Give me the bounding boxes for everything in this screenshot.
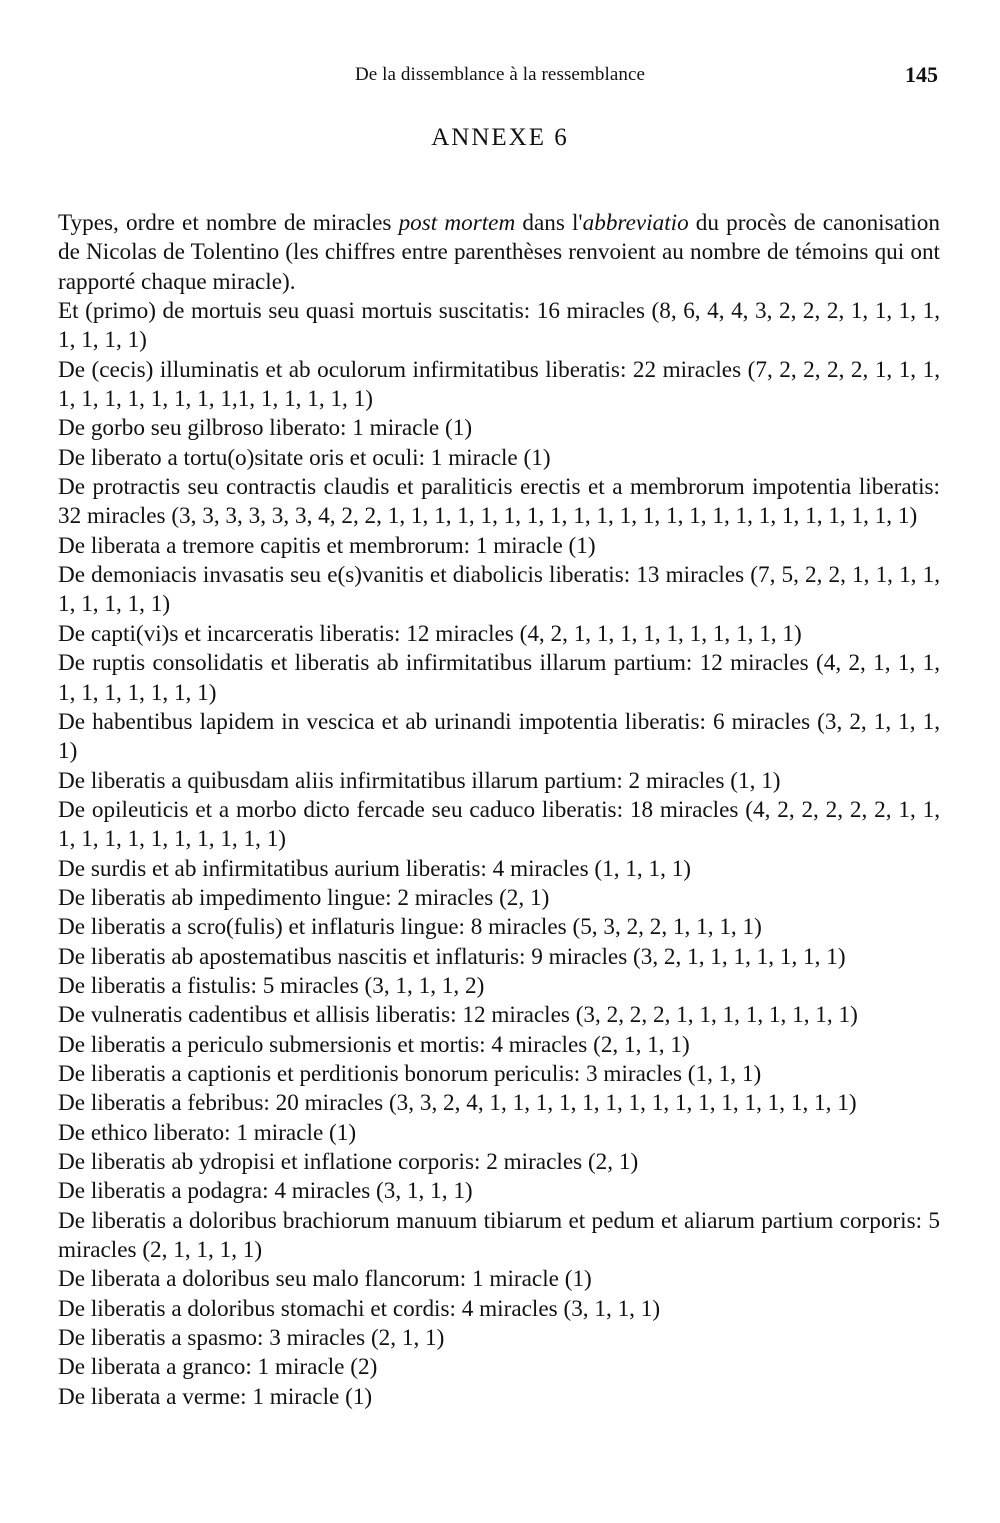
page-number: 145: [905, 62, 938, 87]
miracle-entry: De surdis et ab infirmitatibus aurium liberatis: 4 miracles (1, 1, 1, 1): [58, 855, 692, 882]
miracle-entry: De ruptis consolidatis et liberatis ab infirmitatibus illarum partium: 12 miracles (4, 2, 1, 1, 1, 1, 1, 1, 1, 1, 1, 1): [58, 650, 940, 706]
intro-text-1: Types, ordre et nombre de miracles: [58, 210, 399, 236]
miracle-entry: De ethico liberato: 1 miracle (1): [58, 1119, 357, 1146]
miracle-entry: De liberata a doloribus seu malo flancorum: 1 miracle (1): [58, 1266, 592, 1293]
miracle-entry: De opileuticis et a morbo dicto fercade seu caduco liberatis: 18 miracles (4, 2, 2, 2, 2, 2, 1, 1, 1, 1, 1, 1, 1, 1, 1, 1, 1, 1): [58, 796, 940, 853]
miracle-entry: De liberatis a podagra: 4 miracles (3, 1, 1, 1): [58, 1178, 473, 1205]
miracle-entry: De capti(vi)s et incarceratis liberatis: 12 miracles (4, 2, 1, 1, 1, 1, 1, 1, 1, 1, 1, 1): [58, 620, 802, 647]
intro-italic-post-mortem: post mortem: [398, 210, 516, 236]
miracle-entry: De liberatis ab apostematibus nascitis et inflaturis: 9 miracles (3, 2, 1, 1, 1, 1, 1, 1, 1): [58, 943, 846, 970]
miracle-entry: De liberatis ab impedimento lingue: 2 miracles (2, 1): [58, 884, 550, 911]
miracle-entry: Et (primo) de mortuis seu quasi mortuis suscitatis: 16 miracles (8, 6, 4, 4, 3, 2, 2, 2, 1, 1, 1, 1, 1, 1, 1, 1): [58, 298, 940, 354]
miracle-entry: De protractis seu contractis claudis et paraliticis erectis et a membrorum impotentia liberatis: 32 miracles (3, 3, 3, 3, 3, 3, 4, 2, 2, 1, 1, 1, 1, 1, 1, 1, 1, 1, 1, 1, 1, 1, 1, 1, 1, 1, 1, 1, 1, 1, 1, 1): [58, 474, 940, 530]
miracle-entry: De liberatis a febribus: 20 miracles (3, 3, 2, 4, 1, 1, 1, 1, 1, 1, 1, 1, 1, 1, 1, 1, 1, 1, 1, 1): [58, 1090, 857, 1117]
running-head: [0, 62, 1000, 92]
miracle-entry: De vulneratis cadentibus et allisis liberatis: 12 miracles (3, 2, 2, 2, 1, 1, 1, 1, 1, 1, 1, 1): [58, 1002, 858, 1029]
annexe-title: ANNEXE 6: [431, 124, 569, 151]
miracle-entry: De habentibus lapidem in vescica et ab urinandi impotentia liberatis: 6 miracles (3, 2, 1, 1, 1, 1): [58, 708, 940, 765]
running-title: De la dissemblance à la ressemblance: [354, 64, 646, 85]
miracle-entry: De liberatis a periculo submersionis et mortis: 4 miracles (2, 1, 1, 1): [58, 1031, 690, 1058]
miracle-entry: De liberatis a spasmo: 3 miracles (2, 1, 1): [58, 1325, 445, 1352]
intro-text-2: dans l': [515, 210, 583, 236]
miracle-entry: De gorbo seu gilbroso liberato: 1 miracle (1): [58, 415, 473, 442]
miracle-entry: De liberatis a fistulis: 5 miracles (3, 1, 1, 1, 2): [58, 972, 485, 999]
miracle-entry: De liberatis a doloribus stomachi et cordis: 4 miracles (3, 1, 1, 1): [58, 1295, 661, 1322]
miracle-entry: De liberata a granco: 1 miracle (2): [58, 1354, 378, 1381]
miracle-entry: De liberato a tortu(o)sitate oris et oculi: 1 miracle (1): [58, 444, 551, 471]
miracle-entry: De liberatis a captionis et perditionis bonorum periculis: 3 miracles (1, 1, 1): [58, 1060, 762, 1087]
intro-paragraph: [58, 209, 940, 297]
miracle-entry: De (cecis) illuminatis et ab oculorum infirmitatibus liberatis: 22 miracles (7, 2, 2, 2, 2, 1, 1, 1, 1, 1, 1, 1, 1, 1, 1, 1,1, 1, 1, 1, 1, 1): [58, 356, 940, 413]
body-text: [58, 209, 940, 1412]
intro-text-3: du procès de canonisation de Nicolas de Tolentino (les chiffres entre parenthèses renvoient au nombre de témoins qui ont rapporté chaque miracle).: [58, 210, 940, 295]
miracle-entry: De liberatis a doloribus brachiorum manuum tibiarum et pedum et aliarum partium corporis: 5 miracles (2, 1, 1, 1, 1): [58, 1207, 940, 1264]
miracle-entry: De liberatis ab ydropisi et inflatione corporis: 2 miracles (2, 1): [58, 1149, 639, 1175]
miracle-entry: De liberata a tremore capitis et membrorum: 1 miracle (1): [58, 532, 596, 559]
miracle-entry: De liberatis a quibusdam aliis infirmitatibus illarum partium: 2 miracles (1, 1): [58, 767, 781, 794]
miracle-entry: De demoniacis invasatis seu e(s)vanitis et diabolicis liberatis: 13 miracles (7, 5, 2, 2, 1, 1, 1, 1, 1, 1, 1, 1, 1): [58, 562, 940, 618]
miracle-entry: De liberatis a scro(fulis) et inflaturis lingue: 8 miracles (5, 3, 2, 2, 1, 1, 1, 1): [58, 914, 762, 941]
intro-italic-abbreviatio: abbreviatio: [582, 210, 689, 236]
miracle-entry: De liberata a verme: 1 miracle (1): [58, 1383, 373, 1410]
